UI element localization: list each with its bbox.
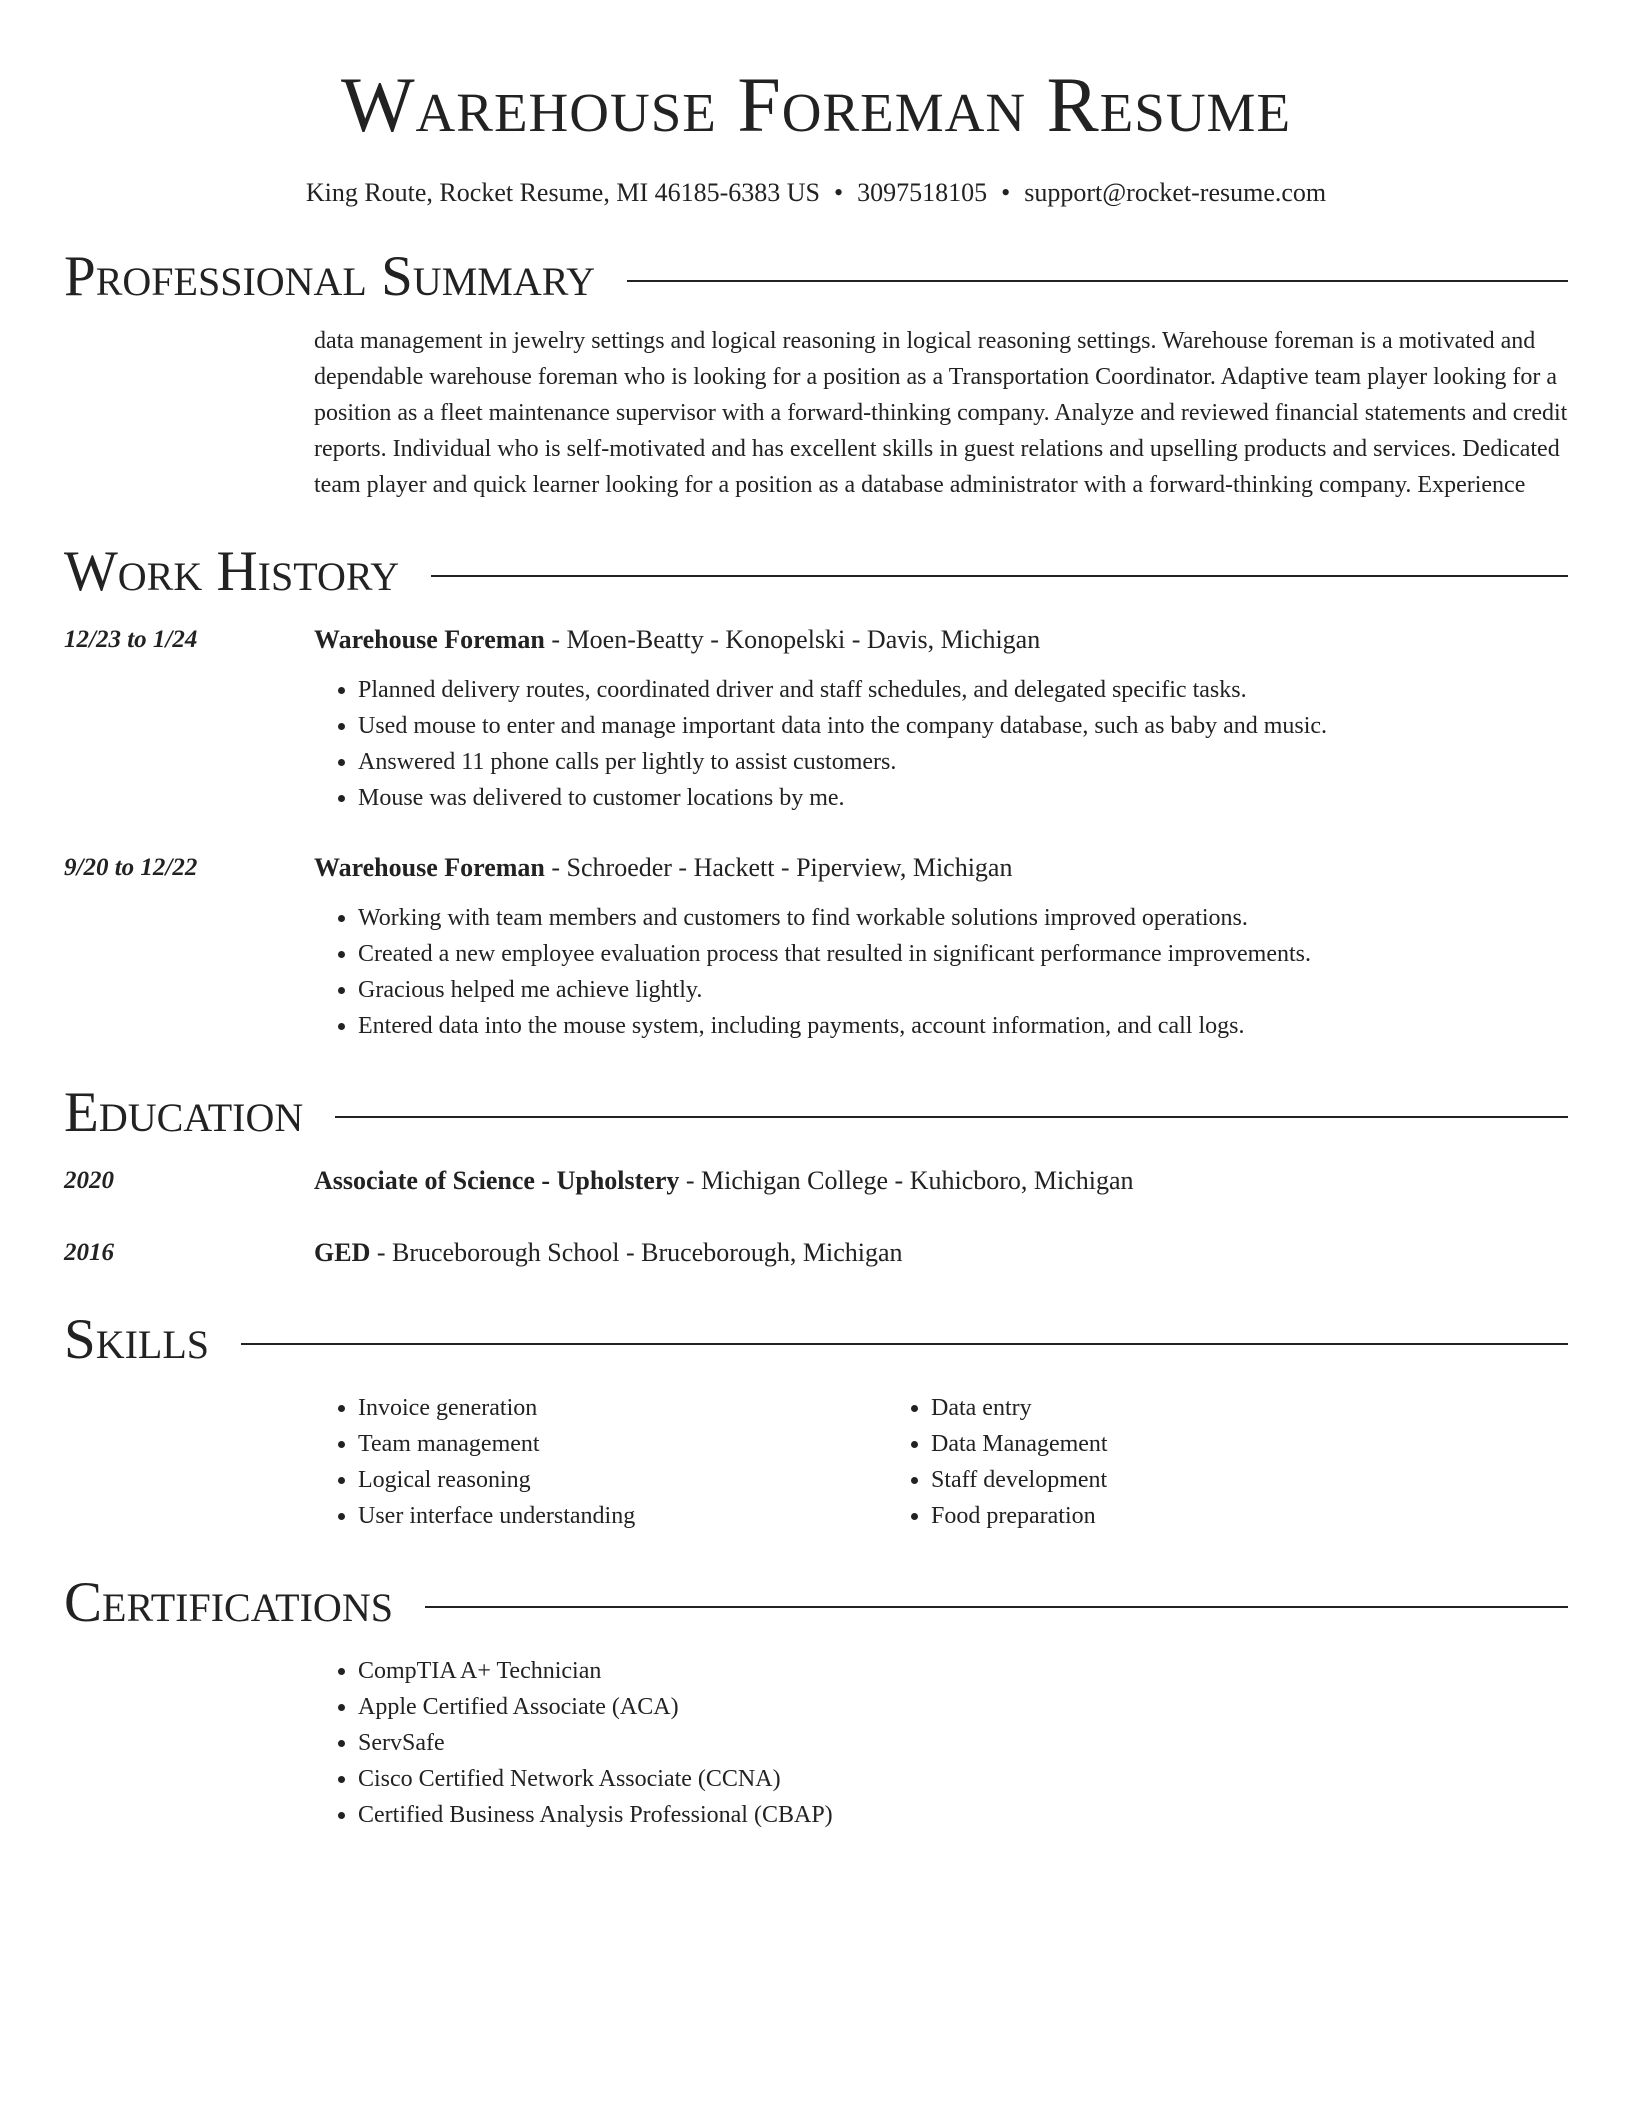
section-divider <box>241 1343 1568 1345</box>
resume-title: Warehouse Foreman Resume <box>340 61 1292 148</box>
job-bullet: • Working with team members and customers to find workable solutions improved operations. <box>358 900 1568 936</box>
job-role: Warehouse Foreman <box>314 853 545 882</box>
contact-separator: • <box>834 178 844 207</box>
section-divider <box>425 1606 1568 1608</box>
certifications-section-header <box>64 1571 1568 1634</box>
job-entry <box>64 850 1568 1044</box>
contact-phone: 3097518105 <box>857 178 988 207</box>
contact-separator: • <box>1001 178 1011 207</box>
certification-item: • ServSafe <box>358 1725 1568 1761</box>
skills-section-header <box>64 1308 1568 1371</box>
certification-item: • CompTIA A+ Technician <box>358 1653 1568 1689</box>
education-year: 2016 <box>64 1239 114 1266</box>
job-body <box>314 850 1568 1044</box>
summary-text: data management in jewelry settings and logical reasoning in logical reasoning settings. Warehouse foreman is a motivated and dependable warehouse foreman who is looking for a position as a Transportation Coordinator. Adaptive team player looking for a position as a fleet maintenance supervisor with a forward-thinking company. Analyze and reviewed financial statements and credit reports. Individual who is self-motivated and has excellent skills in guest relations and upselling products and services. Dedicated team player and quick learner looking for a position as a database administrator with a forward-thinking company. Experience <box>314 328 1568 498</box>
section-divider <box>431 575 1568 577</box>
skill-item: • Staff development <box>931 1462 1460 1498</box>
certification-item: • Cisco Certified Network Associate (CCNA) <box>358 1761 1568 1797</box>
contact-line <box>64 178 1568 208</box>
job-heading <box>314 622 1568 658</box>
job-body <box>314 622 1568 816</box>
section-divider <box>335 1116 1568 1118</box>
education-entry <box>64 1235 1568 1271</box>
certifications-list <box>314 1653 1568 1833</box>
contact-email: support@rocket-resume.com <box>1024 178 1327 207</box>
job-entry <box>64 622 1568 816</box>
education-body <box>314 1163 1568 1199</box>
certification-item: • Apple Certified Associate (ACA) <box>358 1689 1568 1725</box>
job-dates: 9/20 to 12/22 <box>64 854 198 881</box>
education-heading-line <box>314 1235 1568 1271</box>
job-bullet: • Gracious helped me achieve lightly. <box>358 972 1568 1008</box>
education-heading-line <box>314 1163 1568 1199</box>
skills-heading: Skills <box>64 1308 210 1371</box>
job-bullet: • Mouse was delivered to customer locations by me. <box>358 780 1568 816</box>
education-details: - Michigan College - Kuhicboro, Michigan <box>679 1166 1134 1195</box>
skill-item: • Data entry <box>931 1390 1460 1426</box>
education-year: 2020 <box>64 1167 114 1194</box>
skill-item: • Invoice generation <box>358 1390 887 1426</box>
skill-item: • User interface understanding <box>358 1498 887 1534</box>
job-bullet: • Created a new employee evaluation process that resulted in significant performance improvements. <box>358 936 1568 972</box>
job-heading <box>314 850 1568 886</box>
education-degree: GED <box>314 1238 371 1267</box>
summary-section-header <box>64 245 1568 308</box>
certifications-heading: Certifications <box>64 1571 393 1634</box>
education-entry <box>64 1163 1568 1199</box>
job-bullet: • Used mouse to enter and manage important data into the company database, such as baby and music. <box>358 708 1568 744</box>
work-heading: Work History <box>64 540 400 603</box>
skill-item: • Food preparation <box>931 1498 1460 1534</box>
job-bullet: • Entered data into the mouse system, including payments, account information, and call logs. <box>358 1008 1568 1044</box>
education-body <box>314 1235 1568 1271</box>
skill-item: • Logical reasoning <box>358 1462 887 1498</box>
contact-address: King Route, Rocket Resume, MI 46185-6383 US <box>305 178 821 207</box>
job-bullets <box>314 672 1568 816</box>
education-degree: Associate of Science - Upholstery <box>314 1166 680 1195</box>
skills-column-right <box>887 1390 1460 1534</box>
education-details: - Bruceborough School - Bruceborough, Michigan <box>370 1238 903 1267</box>
job-dates: 12/23 to 1/24 <box>64 626 198 653</box>
job-bullet: • Answered 11 phone calls per lightly to assist customers. <box>358 744 1568 780</box>
education-section-header <box>64 1081 1568 1144</box>
education-heading: Education <box>64 1081 304 1144</box>
section-divider <box>627 280 1568 282</box>
skill-item: • Team management <box>358 1426 887 1462</box>
job-role: Warehouse Foreman <box>314 625 545 654</box>
job-bullets <box>314 900 1568 1044</box>
certifications-items <box>314 1653 1568 1833</box>
skills-column-left <box>314 1390 887 1534</box>
job-details: - Moen-Beatty - Konopelski - Davis, Michigan <box>544 625 1041 654</box>
job-details: - Schroeder - Hackett - Piperview, Michigan <box>544 853 1013 882</box>
job-bullet: • Planned delivery routes, coordinated driver and staff schedules, and delegated specific tasks. <box>358 672 1568 708</box>
work-section-header <box>64 540 1568 603</box>
skills-list <box>314 1390 1568 1534</box>
certification-item: • Certified Business Analysis Professional (CBAP) <box>358 1797 1568 1833</box>
skill-item: • Data Management <box>931 1426 1460 1462</box>
summary-heading: Professional Summary <box>64 245 596 308</box>
